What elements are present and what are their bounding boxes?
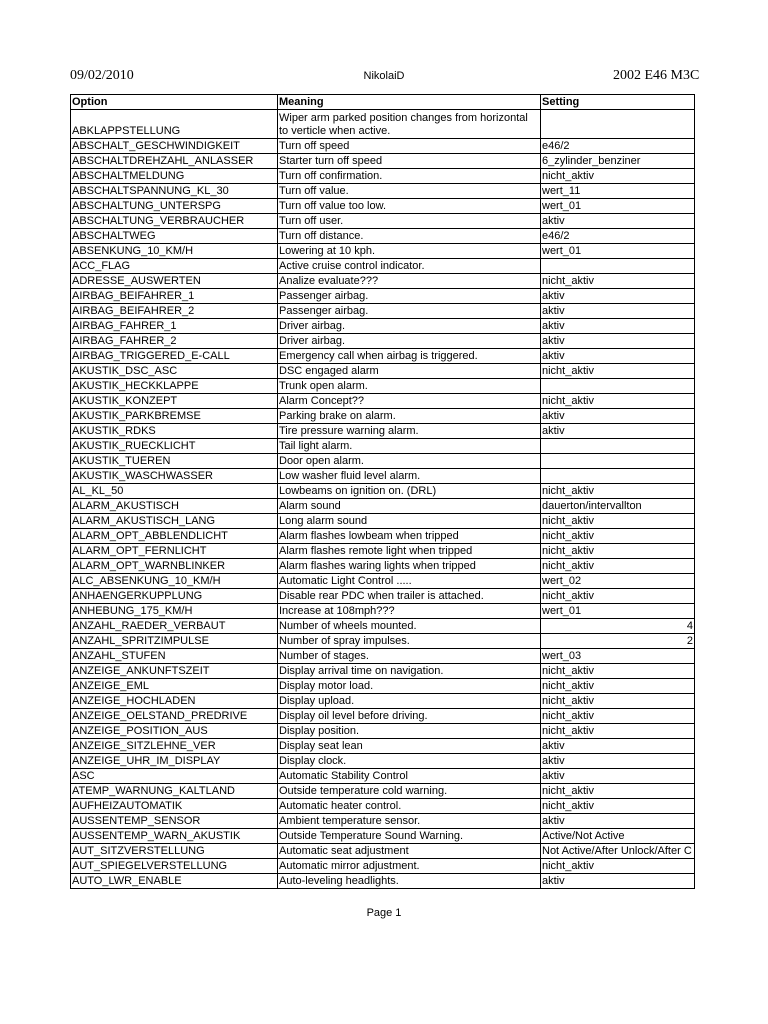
setting-cell: aktiv — [541, 754, 695, 769]
table-row — [71, 169, 695, 184]
option-cell: ATEMP_WARNUNG_KALTLAND — [71, 784, 278, 799]
table-row — [71, 334, 695, 349]
meaning-cell: Automatic seat adjustment — [278, 844, 541, 859]
meaning-cell: Turn off value too low. — [278, 199, 541, 214]
meaning-cell: Alarm Concept?? — [278, 394, 541, 409]
meaning-cell: Analize evaluate??? — [278, 274, 541, 289]
setting-cell — [541, 454, 695, 469]
setting-cell: nicht_aktiv — [541, 709, 695, 724]
setting-cell: nicht_aktiv — [541, 484, 695, 499]
option-cell: AL_KL_50 — [71, 484, 278, 499]
table-row — [71, 364, 695, 379]
header-author: NikolaiD — [363, 70, 405, 82]
option-cell: ANZAHL_RAEDER_VERBAUT — [71, 619, 278, 634]
table-row — [71, 319, 695, 334]
meaning-cell: Passenger airbag. — [278, 289, 541, 304]
meaning-cell: Door open alarm. — [278, 454, 541, 469]
meaning-cell: Lowering at 10 kph. — [278, 244, 541, 259]
meaning-cell: Turn off distance. — [278, 229, 541, 244]
table-row — [71, 154, 695, 169]
option-cell: ABSCHALT_GESCHWINDIGKEIT — [71, 139, 278, 154]
option-cell: ANZEIGE_ANKUNFTSZEIT — [71, 664, 278, 679]
option-cell: ANZEIGE_POSITION_AUS — [71, 724, 278, 739]
meaning-cell: Automatic heater control. — [278, 799, 541, 814]
setting-cell: aktiv — [541, 319, 695, 334]
table-row — [71, 814, 695, 829]
option-cell: AKUSTIK_RDKS — [71, 424, 278, 439]
setting-cell: nicht_aktiv — [541, 859, 695, 874]
table-row — [71, 784, 695, 799]
meaning-cell: Disable rear PDC when trailer is attached. — [278, 589, 541, 604]
table-row — [71, 110, 695, 139]
header-date: 09/02/2010 — [70, 68, 134, 83]
option-cell: ABSCHALTDREHZAHL_ANLASSER — [71, 154, 278, 169]
table-row — [71, 514, 695, 529]
meaning-cell: Auto-leveling headlights. — [278, 874, 541, 889]
setting-cell: aktiv — [541, 289, 695, 304]
page-number: Page 1 — [366, 907, 402, 919]
meaning-cell: Alarm flashes waring lights when tripped — [278, 559, 541, 574]
meaning-cell: Long alarm sound — [278, 514, 541, 529]
setting-cell: nicht_aktiv — [541, 529, 695, 544]
meaning-cell: Active cruise control indicator. — [278, 259, 541, 274]
table-row — [71, 634, 695, 649]
table-row — [71, 874, 695, 889]
meaning-cell: Low washer fluid level alarm. — [278, 469, 541, 484]
meaning-cell: Display oil level before driving. — [278, 709, 541, 724]
setting-cell — [541, 439, 695, 454]
option-cell: ANZEIGE_SITZLEHNE_VER — [71, 739, 278, 754]
table-row — [71, 439, 695, 454]
option-cell: AIRBAG_BEIFAHRER_2 — [71, 304, 278, 319]
setting-cell — [541, 259, 695, 274]
setting-cell: aktiv — [541, 334, 695, 349]
meaning-cell: Number of stages. — [278, 649, 541, 664]
meaning-cell: Wiper arm parked position changes from horizontal to verticle when active. — [278, 110, 541, 139]
table-row — [71, 604, 695, 619]
table-row — [71, 619, 695, 634]
setting-cell: nicht_aktiv — [541, 394, 695, 409]
setting-cell — [541, 469, 695, 484]
option-cell: ABKLAPPSTELLUNG — [71, 110, 278, 139]
meaning-cell: Display motor load. — [278, 679, 541, 694]
option-cell: AKUSTIK_TUEREN — [71, 454, 278, 469]
table-row — [71, 859, 695, 874]
meaning-cell: Number of wheels mounted. — [278, 619, 541, 634]
meaning-cell: Turn off speed — [278, 139, 541, 154]
setting-cell: nicht_aktiv — [541, 694, 695, 709]
option-cell: ASC — [71, 769, 278, 784]
table-row — [71, 844, 695, 859]
table-row — [71, 739, 695, 754]
table-row — [71, 484, 695, 499]
setting-cell: e46/2 — [541, 229, 695, 244]
meaning-cell: Display arrival time on navigation. — [278, 664, 541, 679]
setting-cell: nicht_aktiv — [541, 559, 695, 574]
setting-cell: nicht_aktiv — [541, 679, 695, 694]
table-row — [71, 709, 695, 724]
setting-cell: aktiv — [541, 874, 695, 889]
option-cell: AKUSTIK_PARKBREMSE — [71, 409, 278, 424]
setting-cell: aktiv — [541, 409, 695, 424]
option-cell: ABSCHALTUNG_UNTERSPG — [71, 199, 278, 214]
option-cell: AKUSTIK_RUECKLICHT — [71, 439, 278, 454]
table-row — [71, 574, 695, 589]
option-cell: ANZEIGE_HOCHLADEN — [71, 694, 278, 709]
meaning-cell: Parking brake on alarm. — [278, 409, 541, 424]
header-title: 2002 E46 M3C — [613, 68, 700, 83]
setting-cell: 4 — [541, 619, 695, 634]
meaning-cell: Automatic mirror adjustment. — [278, 859, 541, 874]
table-row — [71, 499, 695, 514]
meaning-cell: Passenger airbag. — [278, 304, 541, 319]
table-row — [71, 304, 695, 319]
setting-cell: nicht_aktiv — [541, 514, 695, 529]
setting-cell: nicht_aktiv — [541, 544, 695, 559]
table-row — [71, 244, 695, 259]
table-row — [71, 589, 695, 604]
meaning-cell: Turn off user. — [278, 214, 541, 229]
table-row — [71, 394, 695, 409]
option-cell: AUT_SPIEGELVERSTELLUNG — [71, 859, 278, 874]
option-cell: ABSCHALTSPANNUNG_KL_30 — [71, 184, 278, 199]
meaning-cell: Number of spray impulses. — [278, 634, 541, 649]
table-row — [71, 769, 695, 784]
setting-cell: aktiv — [541, 214, 695, 229]
setting-cell: nicht_aktiv — [541, 169, 695, 184]
table-row — [71, 454, 695, 469]
meaning-cell: Increase at 108mph??? — [278, 604, 541, 619]
setting-cell: aktiv — [541, 814, 695, 829]
table-row — [71, 409, 695, 424]
table-row — [71, 289, 695, 304]
meaning-cell: Outside Temperature Sound Warning. — [278, 829, 541, 844]
table-row — [71, 424, 695, 439]
setting-cell — [541, 110, 695, 139]
option-cell: AUT_SITZVERSTELLUNG — [71, 844, 278, 859]
option-cell: AKUSTIK_HECKKLAPPE — [71, 379, 278, 394]
meaning-cell: Driver airbag. — [278, 319, 541, 334]
option-cell: ANHEBUNG_175_KM/H — [71, 604, 278, 619]
table-row — [71, 214, 695, 229]
table-row — [71, 259, 695, 274]
setting-cell: wert_01 — [541, 604, 695, 619]
table-row — [71, 349, 695, 364]
option-cell: ALARM_AKUSTISCH — [71, 499, 278, 514]
meaning-cell: Alarm sound — [278, 499, 541, 514]
meaning-cell: Automatic Light Control ..... — [278, 574, 541, 589]
table-row — [71, 664, 695, 679]
table-row — [71, 139, 695, 154]
setting-cell: aktiv — [541, 424, 695, 439]
page-header — [0, 68, 768, 88]
table-row — [71, 649, 695, 664]
meaning-cell: Trunk open alarm. — [278, 379, 541, 394]
option-cell: ALARM_OPT_ABBLENDLICHT — [71, 529, 278, 544]
meaning-cell: Display seat lean — [278, 739, 541, 754]
setting-cell: wert_11 — [541, 184, 695, 199]
option-cell: ACC_FLAG — [71, 259, 278, 274]
option-cell: ALC_ABSENKUNG_10_KM/H — [71, 574, 278, 589]
table-row — [71, 799, 695, 814]
option-cell: ANZEIGE_EML — [71, 679, 278, 694]
meaning-cell: Driver airbag. — [278, 334, 541, 349]
table-row — [71, 754, 695, 769]
option-cell: ALARM_OPT_FERNLICHT — [71, 544, 278, 559]
table-row — [71, 379, 695, 394]
column-header-option: Option — [71, 95, 278, 110]
option-cell: ALARM_AKUSTISCH_LANG — [71, 514, 278, 529]
setting-cell: aktiv — [541, 769, 695, 784]
setting-cell: 2 — [541, 634, 695, 649]
table-row — [71, 529, 695, 544]
table-row — [71, 469, 695, 484]
setting-cell: nicht_aktiv — [541, 589, 695, 604]
setting-cell — [541, 379, 695, 394]
option-cell: AKUSTIK_WASCHWASSER — [71, 469, 278, 484]
setting-cell: Active/Not Active — [541, 829, 695, 844]
meaning-cell: Starter turn off speed — [278, 154, 541, 169]
table-row — [71, 199, 695, 214]
option-cell: AIRBAG_TRIGGERED_E-CALL — [71, 349, 278, 364]
option-cell: ABSCHALTWEG — [71, 229, 278, 244]
option-cell: AUFHEIZAUTOMATIK — [71, 799, 278, 814]
option-cell: AUSSENTEMP_WARN_AKUSTIK — [71, 829, 278, 844]
setting-cell: nicht_aktiv — [541, 364, 695, 379]
meaning-cell: DSC engaged alarm — [278, 364, 541, 379]
meaning-cell: Outside temperature cold warning. — [278, 784, 541, 799]
option-cell: ANZEIGE_UHR_IM_DISPLAY — [71, 754, 278, 769]
table-row — [71, 724, 695, 739]
setting-cell: aktiv — [541, 349, 695, 364]
option-cell: ABSENKUNG_10_KM/H — [71, 244, 278, 259]
table-row — [71, 829, 695, 844]
option-cell: AKUSTIK_DSC_ASC — [71, 364, 278, 379]
meaning-cell: Lowbeams on ignition on. (DRL) — [278, 484, 541, 499]
column-header-meaning: Meaning — [278, 95, 541, 110]
setting-cell: Not Active/After Unlock/After C — [541, 844, 695, 859]
option-cell: AKUSTIK_KONZEPT — [71, 394, 278, 409]
option-cell: AIRBAG_BEIFAHRER_1 — [71, 289, 278, 304]
meaning-cell: Turn off value. — [278, 184, 541, 199]
table-row — [71, 184, 695, 199]
table-row — [71, 544, 695, 559]
option-cell: ANZAHL_STUFEN — [71, 649, 278, 664]
option-cell: AIRBAG_FAHRER_2 — [71, 334, 278, 349]
option-cell: ALARM_OPT_WARNBLINKER — [71, 559, 278, 574]
setting-cell: wert_01 — [541, 244, 695, 259]
meaning-cell: Tire pressure warning alarm. — [278, 424, 541, 439]
meaning-cell: Emergency call when airbag is triggered. — [278, 349, 541, 364]
meaning-cell: Turn off confirmation. — [278, 169, 541, 184]
setting-cell: nicht_aktiv — [541, 799, 695, 814]
table-row — [71, 274, 695, 289]
setting-cell: wert_03 — [541, 649, 695, 664]
option-cell: ANHAENGERKUPPLUNG — [71, 589, 278, 604]
setting-cell: aktiv — [541, 304, 695, 319]
coding-options-table — [70, 94, 695, 889]
table-row — [71, 694, 695, 709]
table-row — [71, 679, 695, 694]
setting-cell: 6_zylinder_benziner — [541, 154, 695, 169]
setting-cell: nicht_aktiv — [541, 274, 695, 289]
option-cell: ADRESSE_AUSWERTEN — [71, 274, 278, 289]
meaning-cell: Ambient temperature sensor. — [278, 814, 541, 829]
setting-cell: nicht_aktiv — [541, 784, 695, 799]
meaning-cell: Display upload. — [278, 694, 541, 709]
meaning-cell: Alarm flashes remote light when tripped — [278, 544, 541, 559]
setting-cell: e46/2 — [541, 139, 695, 154]
meaning-cell: Alarm flashes lowbeam when tripped — [278, 529, 541, 544]
table-header-row — [71, 95, 695, 110]
table-row — [71, 229, 695, 244]
setting-cell: aktiv — [541, 739, 695, 754]
option-cell: AIRBAG_FAHRER_1 — [71, 319, 278, 334]
option-cell: ABSCHALTMELDUNG — [71, 169, 278, 184]
setting-cell: dauerton/intervallton — [541, 499, 695, 514]
setting-cell: nicht_aktiv — [541, 724, 695, 739]
option-cell: AUSSENTEMP_SENSOR — [71, 814, 278, 829]
column-header-setting: Setting — [541, 95, 695, 110]
meaning-cell: Tail light alarm. — [278, 439, 541, 454]
option-cell: AUTO_LWR_ENABLE — [71, 874, 278, 889]
meaning-cell: Display clock. — [278, 754, 541, 769]
option-cell: ANZAHL_SPRITZIMPULSE — [71, 634, 278, 649]
option-cell: ABSCHALTUNG_VERBRAUCHER — [71, 214, 278, 229]
setting-cell: wert_01 — [541, 199, 695, 214]
setting-cell: wert_02 — [541, 574, 695, 589]
meaning-cell: Automatic Stability Control — [278, 769, 541, 784]
table-row — [71, 559, 695, 574]
meaning-cell: Display position. — [278, 724, 541, 739]
setting-cell: nicht_aktiv — [541, 664, 695, 679]
option-cell: ANZEIGE_OELSTAND_PREDRIVE — [71, 709, 278, 724]
